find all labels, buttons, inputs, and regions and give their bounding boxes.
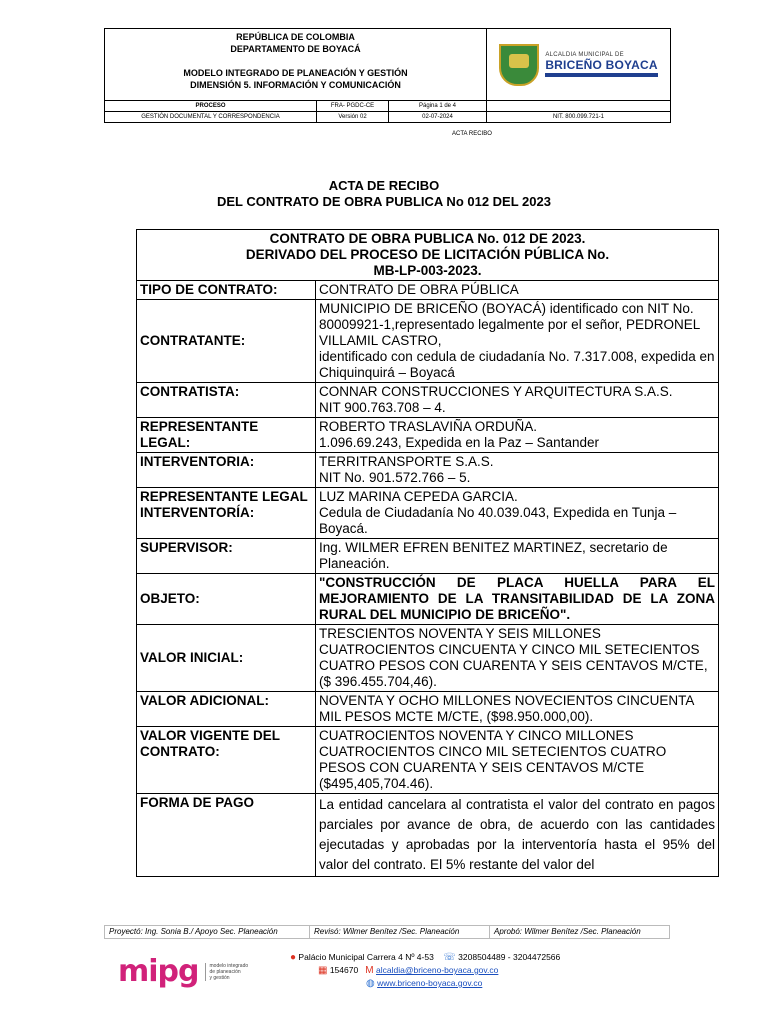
table-row bbox=[137, 383, 719, 418]
coat-of-arms-icon bbox=[499, 44, 539, 86]
reviewed-by: Revisó: Wilmer Benítez /Sec. Planeación bbox=[310, 926, 490, 938]
mipg-sub-line: modelo integrado bbox=[209, 962, 249, 969]
row-value-line: LUZ MARINA CEPEDA GARCIA. bbox=[319, 489, 518, 504]
header-empty-cell bbox=[487, 101, 670, 111]
globe-icon: ◍ bbox=[366, 978, 375, 989]
row-label: REPRESENTANTE LEGAL INTERVENTORÍA: bbox=[137, 488, 316, 539]
header-row-1 bbox=[105, 100, 670, 111]
table-row bbox=[137, 574, 719, 625]
table-head bbox=[137, 230, 719, 281]
row-value-line: MUNICIPIO DE BRICEÑO (BOYACÁ) identificado con NIT No. 80009921-1,representado legalmente por el señor, PEDRONEL VILLAMIL CASTRO, bbox=[319, 301, 700, 348]
row-label: SUPERVISOR: bbox=[137, 539, 316, 574]
row-label: INTERVENTORIA: bbox=[137, 453, 316, 488]
website-link[interactable]: www.briceno-boyaca.gov.co bbox=[377, 978, 483, 988]
row-value-line: CONNAR CONSTRUCCIONES Y ARQUITECTURA S.A.S. bbox=[319, 384, 673, 399]
row-value bbox=[316, 453, 719, 488]
row-label: REPRESENTANTE LEGAL: bbox=[137, 418, 316, 453]
email-link[interactable]: alcaldia@briceno-boyaca.gov.co bbox=[376, 965, 499, 975]
table-row bbox=[137, 794, 719, 877]
row-value-line: identificado con cedula de ciudadanía No. 7.317.008, expedida en Chiquinquirá – Boyacá bbox=[319, 349, 715, 380]
row-value-line: TERRITRANSPORTE S.A.S. bbox=[319, 454, 494, 469]
document-header bbox=[104, 28, 671, 123]
mipg-subtitle bbox=[205, 963, 249, 981]
row-value: "CONSTRUCCIÓN DE PLACA HUELLA PARA EL MEJORAMIENTO DE LA TRANSITABILIDAD DE LA ZONA RURAL DEL MUNICIPIO DE BRICEÑO". bbox=[316, 574, 719, 625]
header-spacer bbox=[105, 55, 486, 67]
header-line: REPÚBLICA DE COLOMBIA bbox=[236, 32, 355, 42]
row-value-line: NIT 900.763.708 – 4. bbox=[319, 400, 446, 415]
fax-icon: ▦ bbox=[318, 965, 328, 976]
header-line: MODELO INTEGRADO DE PLANEACIÓN Y GESTIÓN bbox=[183, 68, 408, 78]
table-row bbox=[137, 488, 719, 539]
page-count: Página 1 de 4 bbox=[389, 101, 487, 111]
document-tag: ACTA RECIBO bbox=[452, 131, 492, 137]
web-line bbox=[290, 977, 560, 990]
row-value-line: NIT No. 901.572.766 – 5. bbox=[319, 470, 471, 485]
address: Palácio Municipal Carrera 4 Nº 4-53 bbox=[298, 952, 434, 962]
mipg-sub-line: de planeación bbox=[209, 968, 241, 975]
row-label: CONTRATISTA: bbox=[137, 383, 316, 418]
fax: 154670 bbox=[329, 965, 359, 975]
phone-icon: ☏ bbox=[443, 952, 456, 963]
title-line: DEL CONTRATO DE OBRA PUBLICA No 012 DEL 2023 bbox=[217, 194, 551, 209]
process-label: PROCESO bbox=[105, 101, 317, 111]
logo-title: BRICEÑO BOYACA bbox=[545, 58, 658, 72]
mipg-wordmark: mipg bbox=[118, 954, 199, 989]
location-pin-icon: ● bbox=[290, 952, 297, 963]
row-value bbox=[316, 488, 719, 539]
header-line: DEPARTAMENTO DE BOYACÁ bbox=[230, 44, 361, 54]
contact-info bbox=[290, 951, 560, 990]
row-value-line: ROBERTO TRASLAVIÑA ORDUÑA. bbox=[319, 419, 538, 434]
row-label: OBJETO: bbox=[137, 574, 316, 625]
nit: NIT. 800.099.721-1 bbox=[552, 114, 605, 120]
signature-strip bbox=[104, 925, 670, 939]
approved-by: Aprobó: Wilmer Benítez /Sec. Planeación bbox=[494, 927, 641, 936]
projected-by: Proyectó: Ing. Sonia B./ Apoyo Sec. Planeación bbox=[105, 926, 310, 938]
head-line: DERIVADO DEL PROCESO DE LICITACIÓN PÚBLICA No. bbox=[245, 247, 610, 262]
row-value: CUATROCIENTOS NOVENTA Y CINCO MILLONES CUATROCIENTOS CINCO MIL SETECIENTOS CUATRO PESOS CON CUARENTA Y SEIS CENTAVOS M/CTE ($495,405,704.46). bbox=[316, 727, 719, 794]
table-row bbox=[137, 418, 719, 453]
row-value bbox=[316, 383, 719, 418]
row-label: CONTRATANTE: bbox=[137, 300, 316, 383]
mipg-sub-line: y gestión bbox=[209, 974, 230, 981]
title-line: ACTA DE RECIBO bbox=[328, 178, 440, 193]
head-line: CONTRATO DE OBRA PUBLICA No. 012 DE 2023. bbox=[269, 231, 586, 246]
row-label: VALOR ADICIONAL: bbox=[137, 692, 316, 727]
table-row bbox=[137, 625, 719, 692]
header-logo-area bbox=[487, 29, 670, 100]
table-row bbox=[137, 539, 719, 574]
municipality-logo bbox=[499, 44, 657, 86]
row-value: Ing. WILMER EFREN BENITEZ MARTINEZ, secretario de Planeación. bbox=[316, 539, 719, 574]
logo-subtitle: ALCALDIA MUNICIPAL DE bbox=[545, 52, 624, 58]
header-line: DIMENSIÓN 5. INFORMACIÓN Y COMUNICACIÓN bbox=[190, 80, 401, 90]
row-value bbox=[316, 418, 719, 453]
header-titles bbox=[105, 29, 487, 100]
logo-underline bbox=[545, 73, 657, 77]
row-value bbox=[316, 300, 719, 383]
row-value-line: Cedula de Ciudadanía No 40.039.043, Expedida en Tunja – Boyacá. bbox=[319, 505, 677, 536]
row-label: VALOR INICIAL: bbox=[137, 625, 316, 692]
head-line: MB-LP-003-2023. bbox=[373, 263, 482, 278]
version: Versión 02 bbox=[317, 112, 389, 122]
contract-table bbox=[136, 229, 719, 877]
row-value: CONTRATO DE OBRA PÚBLICA bbox=[316, 281, 719, 300]
form-code: FRA- PGDC-CE bbox=[317, 101, 389, 111]
header-row-2 bbox=[105, 111, 670, 122]
table-row bbox=[137, 300, 719, 383]
mipg-logo bbox=[118, 954, 248, 989]
process-name: GESTIÓN DOCUMENTAL Y CORRESPONDENCIA bbox=[105, 112, 317, 122]
table-head-row bbox=[137, 230, 719, 281]
row-value-line: 1.096.69.243, Expedida en la Paz – Santander bbox=[319, 435, 599, 450]
row-label: TIPO DE CONTRATO: bbox=[137, 281, 316, 300]
address-line bbox=[290, 951, 560, 964]
table-row bbox=[137, 453, 719, 488]
row-value: La entidad cancelara al contratista el valor del contrato en pagos parciales por avance de obra, de acuerdo con las cantidades ejecutadas y aprobadas por la interventoría hasta el 95% del valor del contrato. El 5% restante del valor del bbox=[316, 794, 719, 877]
row-value: NOVENTA Y OCHO MILLONES NOVECIENTOS CINCUENTA MIL PESOS MCTE M/CTE, ($98.950.000,00). bbox=[316, 692, 719, 727]
row-label: FORMA DE PAGO bbox=[137, 794, 316, 877]
table-row bbox=[137, 692, 719, 727]
page-title bbox=[0, 178, 768, 210]
gmail-icon: M bbox=[365, 965, 374, 976]
version-date: 02-07-2024 bbox=[389, 112, 487, 122]
table-row bbox=[137, 727, 719, 794]
phones: 3208504489 - 3204472566 bbox=[458, 952, 561, 962]
fax-email-line bbox=[290, 964, 560, 977]
table-row bbox=[137, 281, 719, 300]
row-value: TRESCIENTOS NOVENTA Y SEIS MILLONES CUATROCIENTOS CINCUENTA Y CINCO MIL SETECIENTOS CUATRO PESOS CON CUARENTA Y SEIS CENTAVOS M/CTE, ($ 396.455.704,46). bbox=[316, 625, 719, 692]
row-label: VALOR VIGENTE DEL CONTRATO: bbox=[137, 727, 316, 794]
